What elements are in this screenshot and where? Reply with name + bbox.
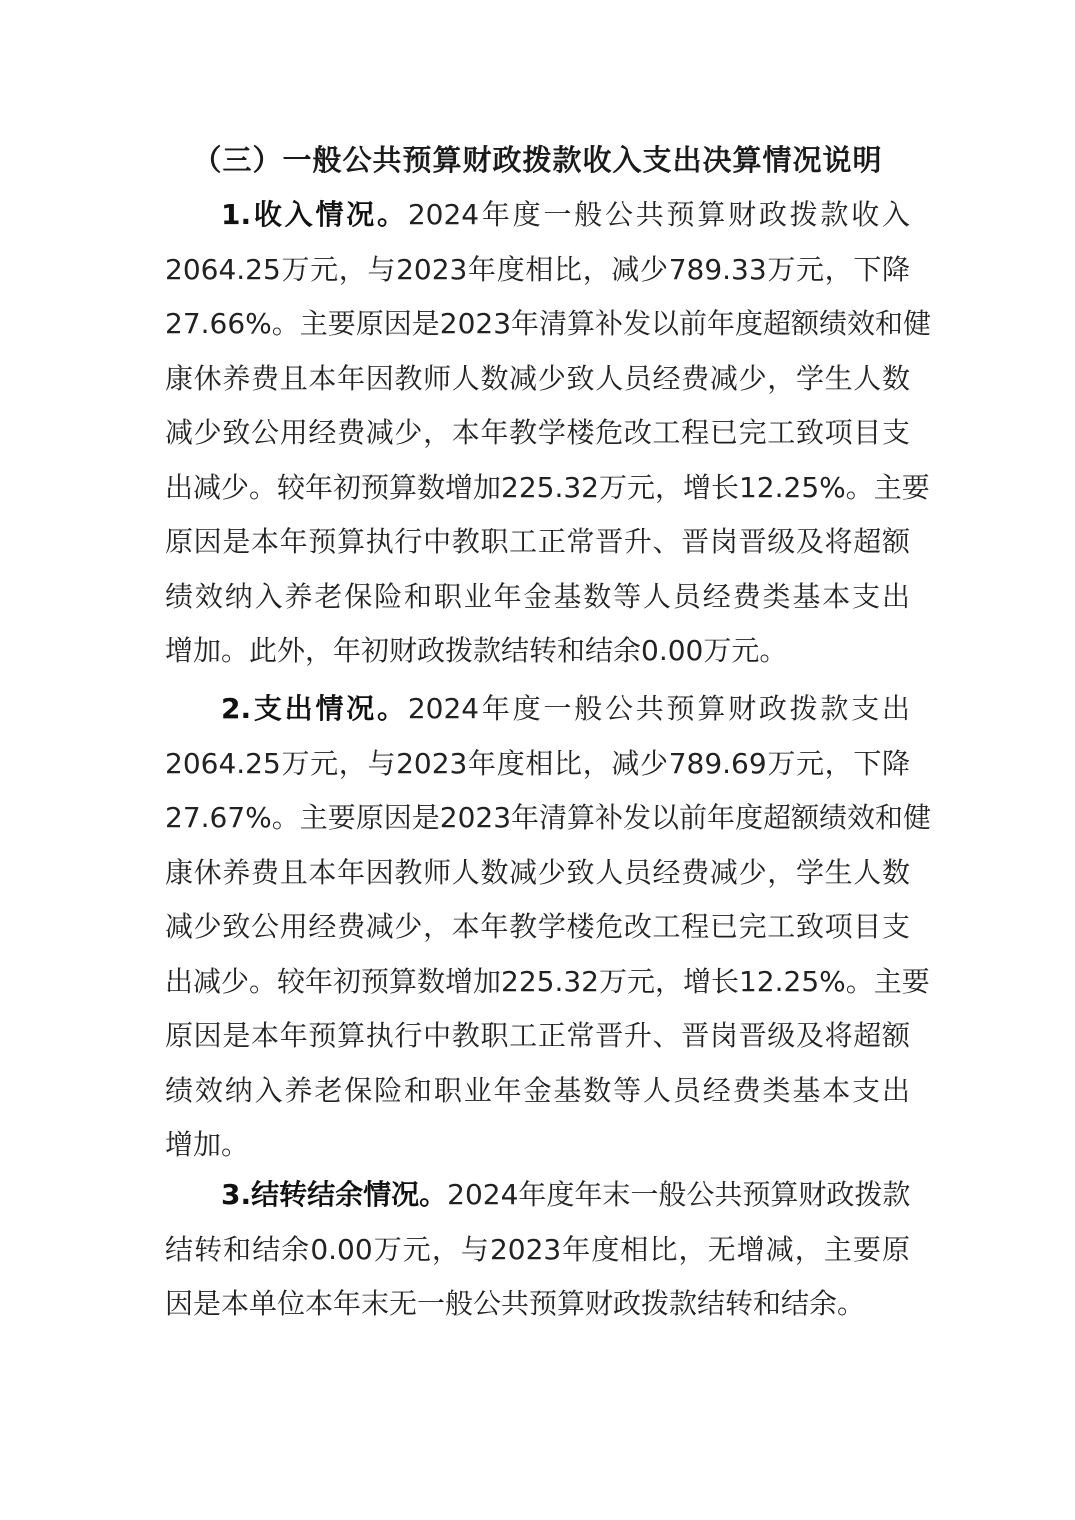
paragraph-text: 减少致公用经费减少，本年教学楼危改工程已完工致项目支 [165, 416, 910, 449]
paragraph-line [221, 1168, 910, 1222]
paragraph-text: 康休养费且本年因教师人数减少致人员经费减少，学生人数 [165, 855, 910, 889]
paragraph-text: 2064.25万元，与2023年度相比，减少789.69万元，下降 [165, 746, 910, 780]
paragraph-line [165, 1223, 910, 1277]
paragraph-text: 出减少。较年初预算数增加225.32万元，增长12.25%。主要 [165, 470, 930, 504]
paragraph-line [165, 406, 910, 460]
paragraph-line [165, 900, 910, 954]
paragraph-text: 原因是本年预算执行中教职工正常晋升、晋岗晋级及将超额 [165, 1019, 910, 1052]
paragraph-line [221, 188, 910, 242]
paragraph-text: 2024年度一般公共预算财政拨款收入 [407, 198, 910, 231]
paragraph-line [165, 1009, 910, 1063]
paragraph-line [165, 791, 932, 845]
paragraph-text: 增加。 [165, 1128, 250, 1161]
paragraph-text: 原因是本年预算执行中教职工正常晋升、晋岗晋级及将超额 [165, 525, 910, 558]
paragraph-line [165, 515, 910, 569]
paragraph-text: 因是本单位本年末无一般公共预算财政拨款结转和结余。 [165, 1287, 866, 1320]
paragraph-text: 结转和结余0.00万元，与2023年度相比，无增减，主要原 [165, 1232, 910, 1266]
paragraph-text: 27.67%。主要原因是2023年清算补发以前年度超额绩效和健 [165, 801, 932, 834]
paragraph-text: 2024年度年末一般公共预算财政拨款 [447, 1178, 911, 1211]
paragraph-text: 增加。此外，年初财政拨款结转和结余0.00万元。 [165, 634, 788, 667]
paragraph-line [165, 570, 910, 624]
paragraph-line [165, 955, 930, 1009]
paragraph-line [165, 297, 932, 351]
paragraph-line [165, 1277, 910, 1331]
paragraph-lead: 1.收入情况。 [221, 198, 408, 231]
paragraph-lead: 2.支出情况。 [221, 692, 408, 725]
paragraph-line [165, 352, 910, 406]
paragraph-line [165, 624, 910, 678]
paragraph-line [165, 846, 910, 900]
paragraph-line [165, 243, 910, 297]
paragraph-line [165, 737, 910, 791]
paragraph-line [165, 461, 930, 515]
paragraph-line [165, 1064, 910, 1118]
paragraph-text: 出减少。较年初预算数增加225.32万元，增长12.25%。主要 [165, 964, 930, 998]
paragraph-text: 27.66%。主要原因是2023年清算补发以前年度超额绩效和健 [165, 307, 932, 340]
section-heading: （三）一般公共预算财政拨款收入支出决算情况说明 [192, 143, 883, 177]
paragraph-text: 2064.25万元，与2023年度相比，减少789.33万元，下降 [165, 252, 910, 286]
paragraph-text: 康休养费且本年因教师人数减少致人员经费减少，学生人数 [165, 361, 910, 395]
paragraph-text: 2024年度一般公共预算财政拨款支出 [407, 692, 910, 725]
paragraph-line [165, 1118, 910, 1172]
paragraph-text: 减少致公用经费减少，本年教学楼危改工程已完工致项目支 [165, 910, 910, 943]
paragraph-lead: 3.结转结余情况。 [221, 1178, 448, 1211]
paragraph-text: 绩效纳入养老保险和职业年金基数等人员经费类基本支出 [165, 1073, 910, 1107]
paragraph-line [221, 682, 910, 736]
paragraph-text: 绩效纳入养老保险和职业年金基数等人员经费类基本支出 [165, 579, 910, 613]
